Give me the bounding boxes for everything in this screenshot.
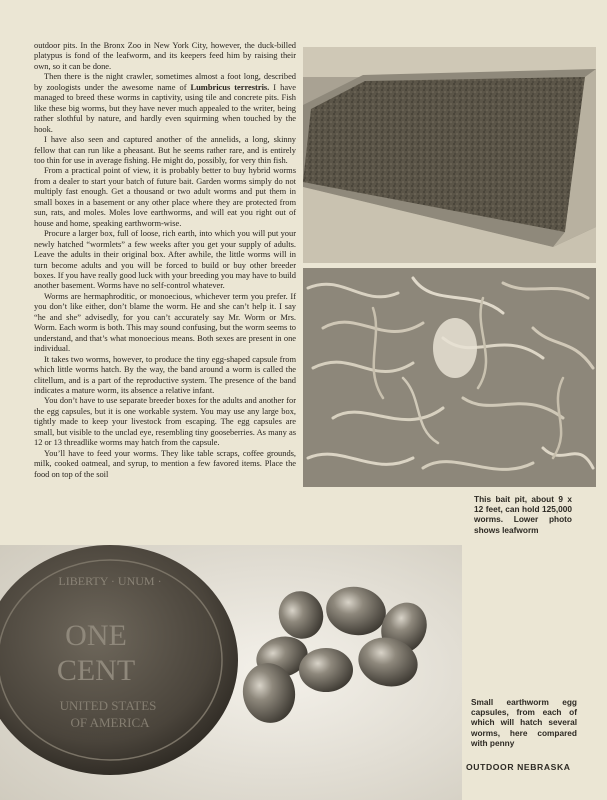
paragraph-lead: Then there is the night crawler, sometimes almost a foot long, described by zoologists under the awesome name of <box>34 71 296 92</box>
paragraph: Procure a larger box, full of loose, rich earth, into which you will put your newly hatched “wormlets” a few weeks after you get your supply of adults. Leave the adults in their original box. After awhile, the little worms will in turn become adults and you will be forced to build or buy other breeder boxes. If you have really good luck with your breeding you may have to build another basement. Worms have no self-control whatever. <box>34 228 296 291</box>
paragraph: I have also seen and captured another of the annelids, a long, skinny fellow that can run like a pheasant. But he seems rather rare, and is entirely too thin for use in average fishing. He might do, possibly, for very thin fish. <box>34 134 296 165</box>
article-column <box>34 40 296 479</box>
paragraph: It takes two worms, however, to produce the tiny egg-shaped capsule from which little worms hatch. By the way, the band around a worm is called the clitellum, and is a part of the reproductive system. The presence of the band indicates a mature worm, its absence a relative infant. <box>34 353 296 395</box>
publication-footer: OUTDOOR NEBRASKA <box>466 762 571 772</box>
egg-capsule-photo <box>0 545 462 800</box>
leafworm-photo <box>303 268 596 487</box>
paragraph: outdoor pits. In the Bronx Zoo in New York City, however, the duck-billed platypus is fond of the leafworm, and its keepers feed him by raising their own, so it can be done. <box>34 40 296 71</box>
scientific-name: Lumbricus terrestris. <box>190 81 270 92</box>
bait-pit-caption: This bait pit, about 9 x 12 feet, can hold 125,000 worms. Lower photo shows leafworm <box>474 494 572 535</box>
paragraph-rest: I have managed to breed these worms in captivity, using tile and concrete pits. Fish like these big worms, but they have never much appealed to the writer, being rather slothful by nature, and hardly even squirming when touched by the hook. <box>34 81 296 134</box>
paragraph: Worms are hermaphroditic, or monoecious, whichever term you prefer. If you don’t like either, don’t blame the worm. He and she can’t help it. I say “he and she” advisedly, for you can’t accurately say Mr. Worm or Mrs. Worm. Each worm is both. This may sound confusing, but the worm seems to understand, and that’s what monoecious means. Both sexes are present in one individual. <box>34 290 296 354</box>
coin-denomination-one: ONE <box>65 619 127 652</box>
coin-country-line-2: OF AMERICA <box>70 715 150 730</box>
coin-denomination-cent: CENT <box>56 654 136 687</box>
egg-capsule-caption: Small earthworm egg capsules, from each of which will hatch several worms, here compared with penny <box>471 697 577 748</box>
paragraph: You’ll have to feed your worms. They like table scraps, coffee grounds, milk, cooked oatmeal, and syrup, to mention a few favored items. Place the food on top of the soil <box>34 447 296 479</box>
paragraph: From a practical point of view, it is probably better to buy hybrid worms from a dealer to start your batch of future bait. Garden worms simply do not multiply fast enough. Get a thousand or two adult worms and put them in small boxes in a basement or any other place where they are protected from sun, rats, and moles. Moles love earthworms, and will eat you right out of house and home, speaking earthworm-wise. <box>34 165 296 228</box>
paragraph <box>34 71 296 134</box>
coin-country-line-1: UNITED STATES <box>59 698 157 713</box>
coin-top-text: LIBERTY · UNUM · <box>58 574 162 588</box>
paragraph: You don’t have to use separate breeder boxes for the adults and another for the egg capsules, but it is one workable system. You may use any large box, tightly made to keep your livestock from escaping. The egg capsules are small, but visible to the unclad eye, resembling tiny gooseberries. As many as 12 or 13 threadlike worms may hatch from the capsule. <box>34 395 296 448</box>
bait-pit-photo <box>303 47 596 263</box>
